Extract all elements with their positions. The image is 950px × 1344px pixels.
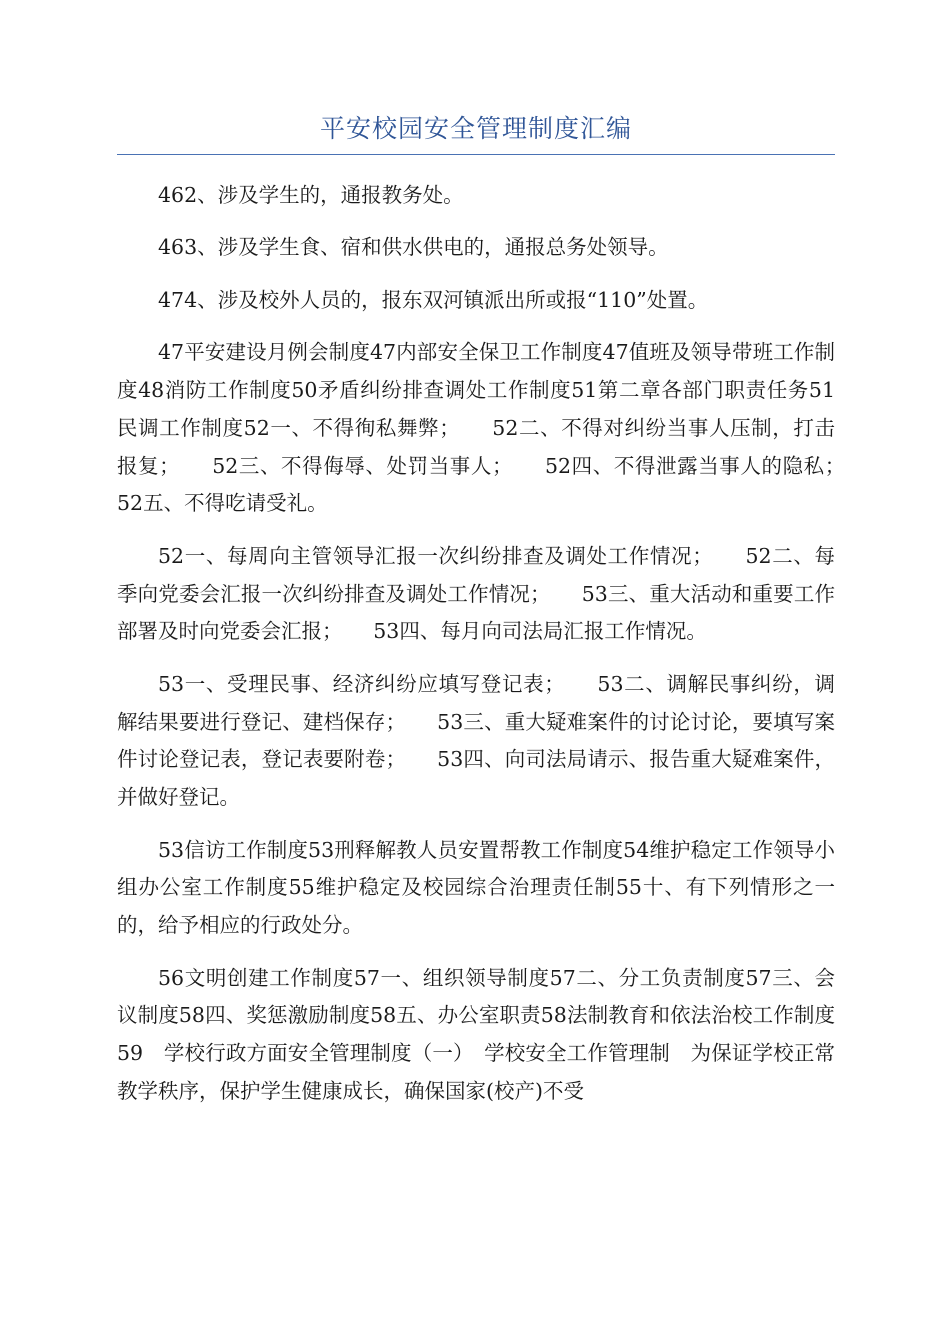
paragraph: 47平安建设月例会制度47内部安全保卫工作制度47值班及领导带班工作制度48消防工作制度50矛盾纠纷排查调处工作制度51第二章各部门职责任务51民调工作制度52一、不得徇私舞弊； 52二、不得对纠纷当事人压制，打击报复； 52三、不得侮辱、处罚当事人； 52四、不得泄露当事人的隐私； 52五、不得吃请受礼。 <box>117 340 876 516</box>
paragraph: 474、涉及校外人员的，报东双河镇派出所或报“110”处置。 <box>158 287 709 312</box>
paragraph: 56文明创建工作制度57一、组织领导制度57二、分工负责制度57三、会议制度58四、奖惩激励制度58五、办公室职责58法制教育和依法治校工作制度59 学校行政方面安全管理制度（一） 学校安全工作管理制 为保证学校正常教学秩序，保护学生健康成长，确保国家(校产)不受 <box>117 965 835 1103</box>
header-divider <box>117 154 835 155</box>
paragraph: 462、涉及学生的，通报教务处。 <box>158 183 464 207</box>
page-title: 平安校园安全管理制度汇编 <box>319 114 632 143</box>
paragraph: 53一、受理民事、经济纠纷应填写登记表； 53二、调解民事纠纷，调解结果要进行登记、建档保存； 53三、重大疑难案件的讨论讨论，要填写案件讨论登记表，登记表要附卷； 53四、向司法局请示、报告重大疑难案件，并做好登记。 <box>117 671 835 810</box>
paragraph: 53信访工作制度53刑释解教人员安置帮教工作制度54维护稳定工作领导小组办公室工作制度55维护稳定及校园综合治理责任制55十、有下列情形之一的，给予相应的行政处分。 <box>117 837 835 938</box>
paragraph: 52一、每周向主管领导汇报一次纠纷排查及调处工作情况； 52二、每季向党委会汇报一次纠纷排查及调处工作情况； 53三、重大活动和重要工作部署及时向党委会汇报； 53四、每月向司法局汇报工作情况。 <box>117 543 835 644</box>
paragraph: 463、涉及学生食、宿和供水供电的，通报总务处领导。 <box>158 235 669 260</box>
document-body <box>117 177 876 1125</box>
